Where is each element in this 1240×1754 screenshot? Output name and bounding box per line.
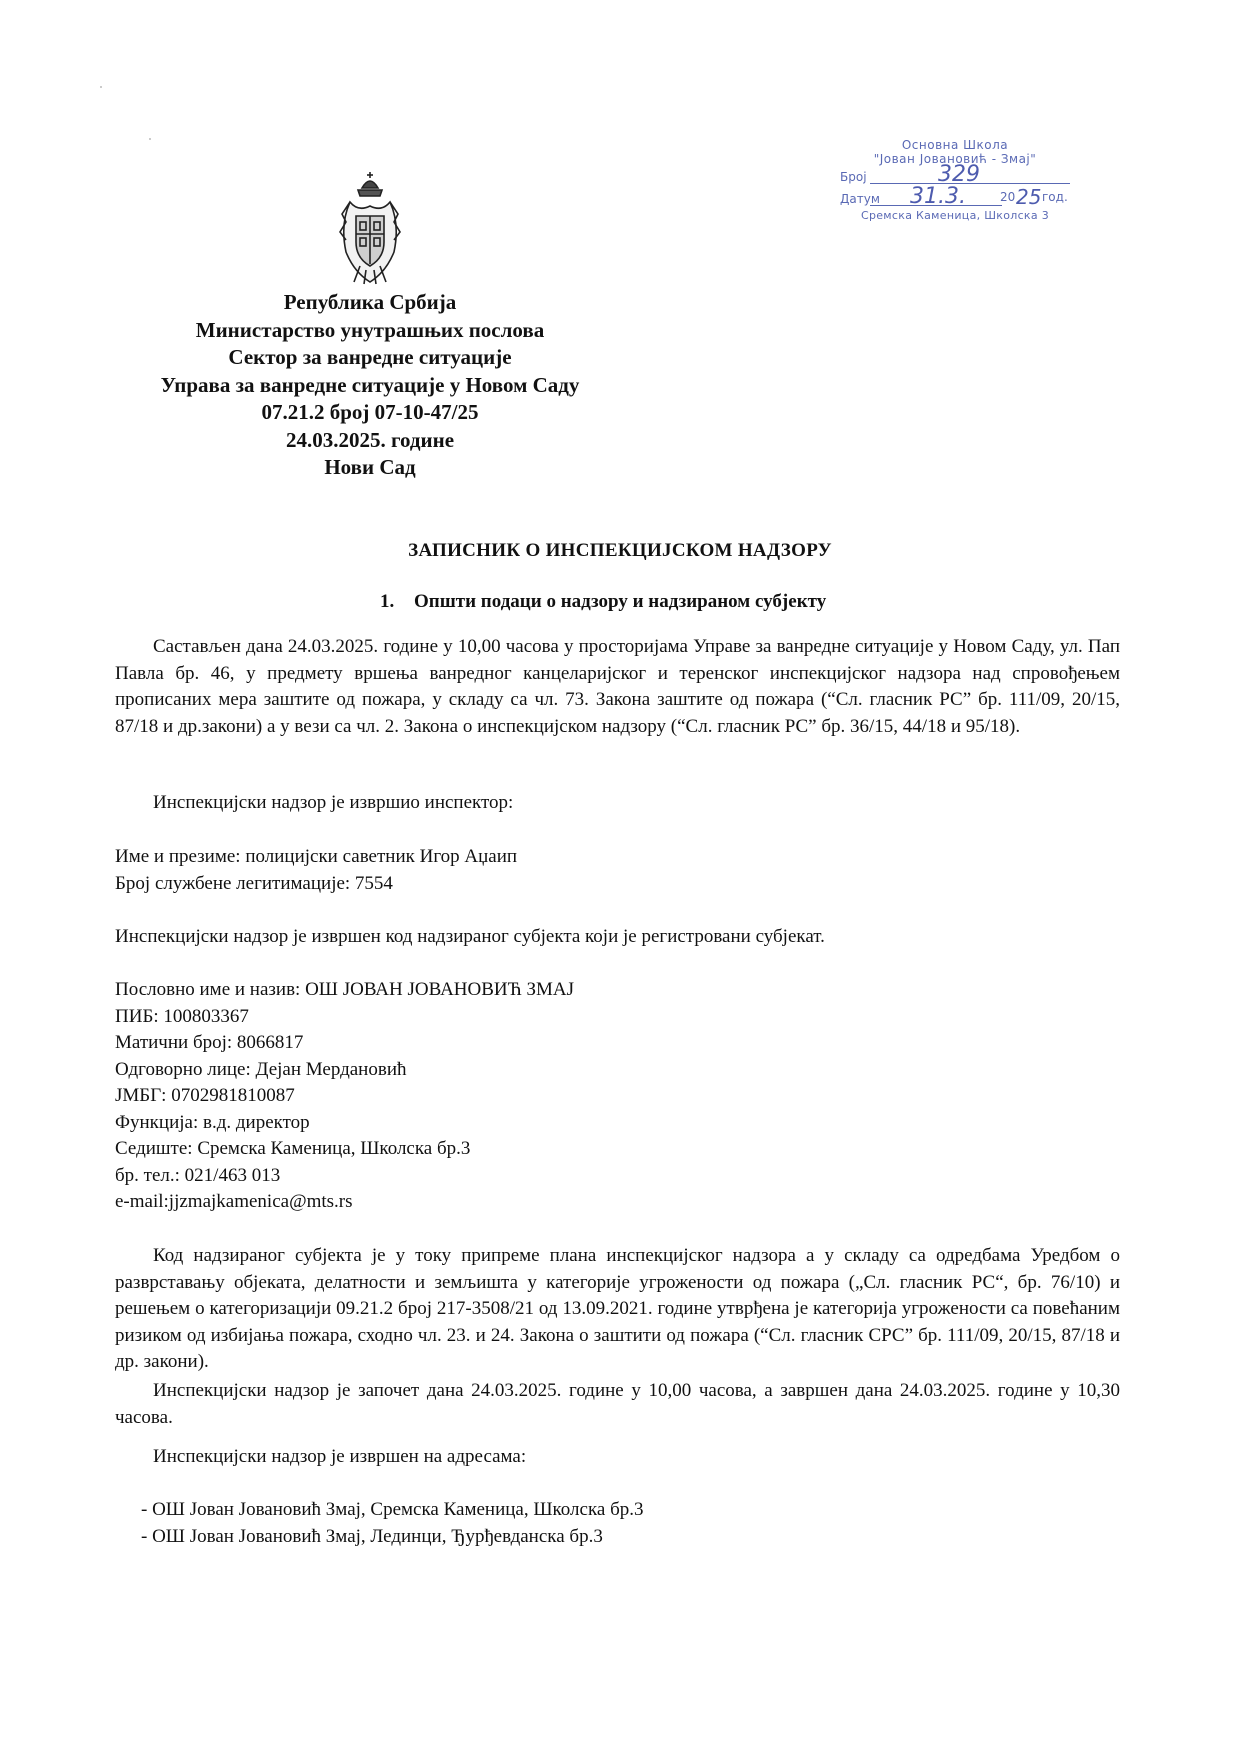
stamp-year-prefix: 20: [1000, 190, 1016, 204]
address-item: - ОШ Јован Јовановић Змај, Лединци, Ђурђевданска бр.3: [141, 1525, 603, 1547]
header-directorate: Управа за ванредне ситуације у Новом Саду: [160, 372, 580, 397]
subject-intro: Инспекцијски надзор је извршен код надзираног субјекта који је регистровани субјекат.: [115, 926, 825, 947]
stamp-date-handwritten: 31.3.: [910, 184, 966, 209]
header-city: Нови Сад: [324, 455, 416, 479]
subject-function: Функција: в.д. директор: [115, 1111, 310, 1133]
subject-email: e-mail:jjzmajkamenica@mts.rs: [115, 1191, 353, 1212]
scan-speck: [100, 86, 102, 88]
registration-stamp: [840, 138, 1070, 222]
header-reference-number: 07.21.2 број 07-10-47/25: [261, 400, 479, 424]
subject-name: Пословно име и назив: ОШ ЈОВАН ЈОВАНОВИЋ ЗМАЈ: [115, 979, 574, 1000]
serbian-coat-of-arms-icon: [338, 170, 402, 288]
institution-header: [110, 289, 630, 482]
scan-speck: [149, 138, 151, 140]
subject-details: [115, 977, 1120, 1216]
stamp-date-row: [840, 184, 1070, 210]
time-paragraph: Инспекцијски надзор је започет дана 24.03.2025. године у 10,00 часова, а завршен дана 24.03.2025. године у 10,30 часова.: [115, 1380, 1120, 1428]
subject-jmbg: ЈМБГ: 0702981810087: [115, 1085, 295, 1106]
subject-seat: Седиште: Сремска Каменица, Школска бр.3: [115, 1138, 471, 1159]
category-paragraph: Код надзираног субјекта је у току припреме плана инспекцијског надзора а у складу са одредбама Уредбом о разврставању објеката, делатности и земљишта у категорије угрожености од пожара („Сл. гласник РС“, бр. 76/10) и решењем о категоризацији 09.21.2 број 217-3508/21 од 13.09.2021. године утврђена је категорија угрожености са повећаним ризиком од избијања пожара, сходно чл. 23. и 24. Закона о заштити од пожара (“Сл. гласник СРС” бр. 111/09, 20/15, 87/18 и др. закони).: [115, 1245, 1120, 1372]
addresses-intro: Инспекцијски надзор је извршен на адресама:: [153, 1446, 527, 1467]
inspector-id: Број службене легитимације: 7554: [115, 873, 393, 894]
stamp-school-label: Основна Школа: [901, 138, 1009, 152]
subject-registration-number: Матични број: 8066817: [115, 1032, 304, 1053]
stamp-date-label: Датум: [840, 192, 880, 206]
header-ministry: Министарство унутрашњих послова: [195, 317, 545, 342]
address-item: - ОШ Јован Јовановић Змај, Сремска Каменица, Школска бр.3: [141, 1499, 644, 1520]
inspector-intro: Инспекцијски надзор је извршио инспектор:: [153, 792, 514, 813]
stamp-footer: Сремска Каменица, Школска 3: [860, 209, 1050, 222]
section-number: 1.: [380, 591, 395, 612]
header-country: Република Србија: [283, 290, 457, 314]
address-list: [141, 1497, 1146, 1550]
document-title: ЗАПИСНИК О ИНСПЕКЦИЈСКОМ НАДЗОРУ: [408, 540, 832, 561]
stamp-number-label: Број: [840, 170, 867, 184]
stamp-year-suffix: год.: [1042, 190, 1068, 204]
header-sector: Сектор за ванредне ситуације: [228, 345, 512, 369]
subject-responsible-person: Одговорно лице: Дејан Мердановић: [115, 1058, 407, 1080]
intro-paragraph: Састављен дана 24.03.2025. године у 10,00 часова у просторијама Управе за ванредне ситуације у Новом Саду, ул. Пап Павла бр. 46, у предмету вршења ванредног канцеларијског и теренског инспекцијског надзора над спровођењем прописаних мера заштите од пожара, у складу са чл. 73. Закона заштите од пожара (“Сл. гласник РС” бр. 111/09, 20/15, 87/18 и др.закони) а у вези са чл. 2. Закона о инспекцијском надзору (“Сл. гласник РС” бр. 36/15, 44/18 и 95/18).: [115, 636, 1120, 737]
stamp-school-name: "Јован Јовановић - Змај": [873, 152, 1037, 166]
stamp-year-handwritten: 25: [1016, 185, 1042, 209]
section-heading: [380, 591, 826, 613]
stamp-number-handwritten: 329: [938, 162, 980, 187]
header-date: 24.03.2025. године: [285, 427, 455, 452]
subject-pib: ПИБ: 100803367: [115, 1005, 249, 1027]
inspector-name: Име и презиме: полицијски саветник Игор Аџаип: [115, 846, 518, 867]
subject-phone: бр. тел.: 021/463 013: [115, 1164, 281, 1186]
section-heading-text: Општи подаци о надзору и надзираном субјекту: [414, 591, 827, 612]
